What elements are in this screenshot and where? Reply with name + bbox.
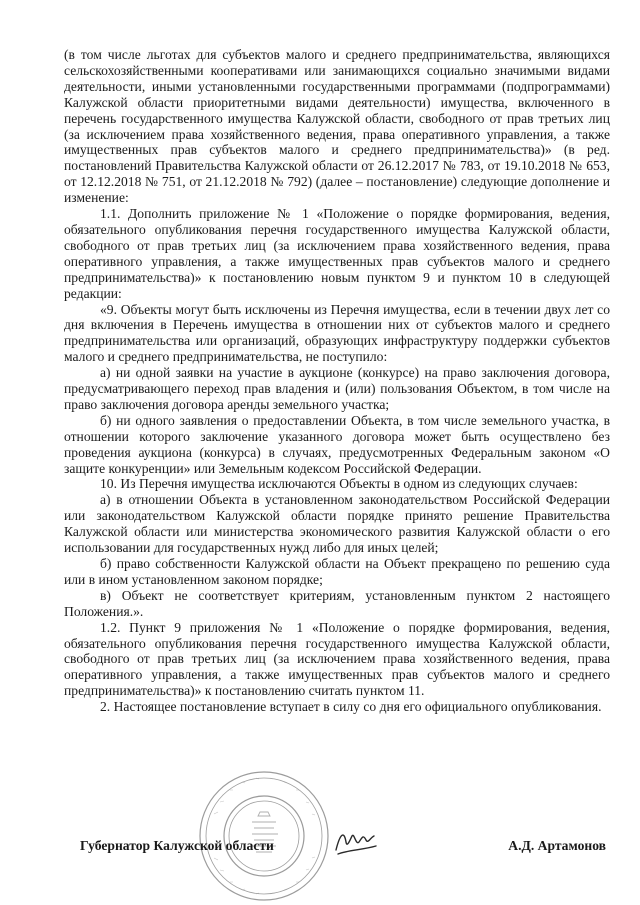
- paragraph-2: 2. Настоящее постановление вступает в силу со дня его официального опубликования.: [100, 699, 602, 715]
- paragraph-10-c: в) Объект не соответствует критериям, установленным пунктом 2 настоящего Положения.».: [64, 587, 610, 619]
- signatory-title: Губернатор Калужской области: [80, 838, 274, 853]
- signature-block: [80, 838, 614, 862]
- paragraph-1-2: 1.2. Пункт 9 приложения № 1 «Положение о порядке формирования, ведения, обязательного опубликования перечня государственного имущества Калужской области, свободного от прав третьих лиц (за исключением права хозяйственного ведения, права оперативного управления, а также имущественных прав субъектов малого и среднего предпринимательства)» к постановлению считать пунктом 11.: [64, 619, 610, 699]
- paragraph-10-b: б) право собственности Калужской области на Объект прекращено по решению суда или в ином установленном законом порядке;: [64, 556, 610, 587]
- paragraph-10: 10. Из Перечня имущества исключаются Объекты в одном из следующих случаев:: [100, 476, 578, 492]
- paragraph-9-a: а) ни одной заявки на участие в аукционе (конкурсе) на право заключения договора, предусматривающего переход прав владения и (или) пользования Объектом, в том числе на право заключения договора аренды земельного участка;: [64, 365, 610, 412]
- paragraph-9-b: б) ни одного заявления о предоставлении Объекта, в том числе земельного участка, в отношении которого заключение указанного договора может быть осуществлено без проведения аукциона (конкурса) в случаях, предусмотренных Федеральным законом «О защите конкуренции» или Земельным кодексом Российской Федерации.: [64, 412, 610, 476]
- paragraph-10-a: а) в отношении Объекта в установленном законодательством Российской Федерации или законодательством Калужской области порядке принято решение Правительства Калужской области или министерства экономического развития Калужской области о его использовании для государственных нужд либо для иных целей;: [64, 492, 610, 556]
- paragraph-1-1: 1.1. Дополнить приложение № 1 «Положение о порядке формирования, ведения, обязательного опубликования перечня государственного имущества Калужской области, свободного от прав третьих лиц (за исключением права хозяйственного ведения, права оперативного управления, а также имущественных прав субъектов малого и среднего предпринимательства)» к постановлению новым пунктом 9 и пунктом 10 в следующей редакции:: [64, 206, 610, 301]
- document-body: [64, 47, 610, 715]
- official-seal-stamp: [196, 768, 332, 904]
- paragraph-intro: (в том числе льготах для субъектов малого и среднего предпринимательства, являющихся сельскохозяйственными кооперативами или занимающихся социально значимыми видами деятельности, иными установленными государственными программами (подпрограммами) Калужской области приоритетными видами деятельности) имущества, включенного в перечень государственного имущества Калужской области, свободного от прав третьих лиц (за исключением права хозяйственного ведения, права оперативного управления, а также имущественных прав субъектов малого и среднего предпринимательства)» (в ред. постановлений Правительства Калужской области от 26.12.2017 № 783, от 19.10.2018 № 653, от 12.12.2018 № 751, от 21.12.2018 № 792) (далее – постановление) следующие дополнение и изменение:: [64, 47, 610, 206]
- paragraph-9: «9. Объекты могут быть исключены из Перечня имущества, если в течении двух лет со дня включения в Перечень имущества в отношении них от субъектов малого и среднего предпринимательства или организаций, образующих инфраструктуру поддержки субъектов малого и среднего предпринимательства, не поступило:: [64, 301, 610, 365]
- signatory-name: А.Д. Артамонов: [508, 838, 606, 853]
